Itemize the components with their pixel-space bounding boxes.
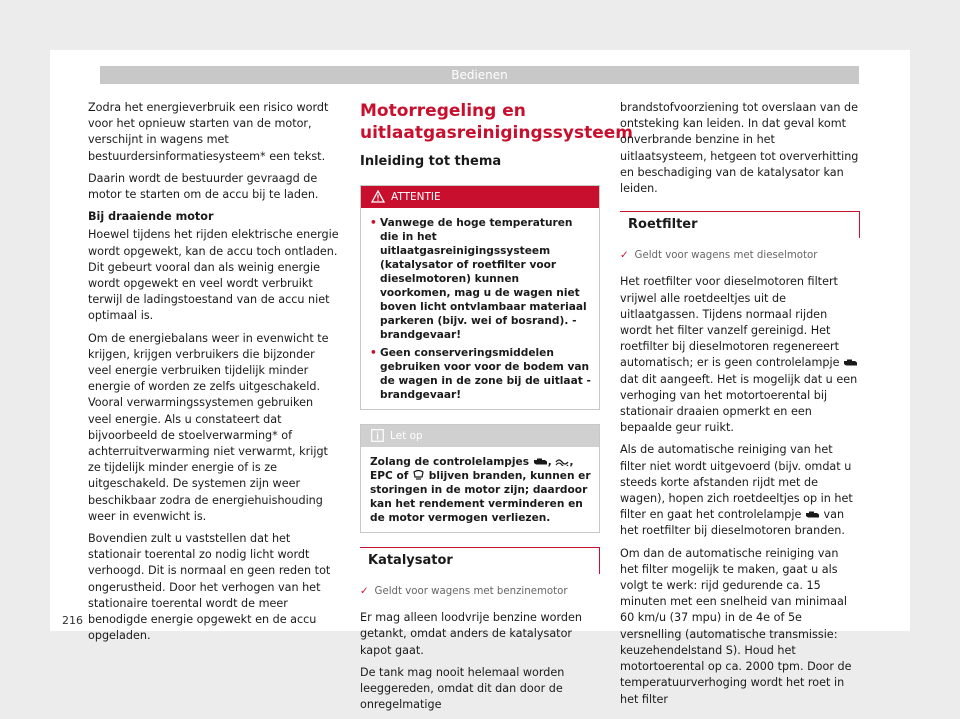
note-box: [360, 424, 600, 533]
warning-header: [361, 186, 599, 208]
column-right: [620, 100, 860, 714]
paragraph: Zodra het energieverbruik een risico wordt voor het opnieuw starten van de motor, verschijnt in wagens met bestuurdersinformatiesysteem* een tekst.: [88, 101, 329, 163]
diesel-filter-icon: [843, 358, 858, 367]
warning-triangle-icon: [371, 190, 385, 203]
paragraph: Om de energiebalans weer in evenwicht te krijgen, krijgen verbruikers die bijzonder veel energie verbruiken tijdelijk minder energie of worden ze zelfs uitgeschakeld. Vooral verwarmingssystemen gebruiken veel energie. Als u constateert dat bijvoorbeeld de stoelverwarming* of achterruitverwarming niet verwarmt, krijgt ze tijdelijk minder energie of is ze uitgeschakeld. De systemen zijn weer beschikbaar zodra de energiehuishouding weer in evenwicht is.: [88, 331, 329, 523]
paragraph: brandstofvoorziening tot overslaan van de ontsteking kan leiden. In dat geval komt onverbrande benzine in het uitlaatsysteem, hetgeen tot oververhitting en beschadiging van de katalysator kan leiden.: [620, 101, 859, 196]
page-number: 216: [62, 614, 83, 627]
warning-body: [361, 208, 599, 409]
applies-note: ✓ Geldt voor wagens met benzinemotor: [360, 586, 568, 597]
glow-plug-icon: [412, 470, 425, 480]
warning-item: • Geen conserveringsmiddelen gebruiken voor voor de bodem van de wagen in de zone bij de uitlaat - brandgevaar!: [370, 346, 591, 402]
exhaust-warning-icon: [555, 457, 569, 466]
warning-box: [360, 185, 600, 410]
check-icon: ✓: [620, 250, 629, 262]
note-header: [361, 425, 599, 447]
diesel-filter-icon: [805, 510, 820, 519]
note-text: blijven branden, kunnen er storingen in de motor zijn; daardoor kan het rendement verminderen en de motor vermogen verliezen.: [370, 470, 591, 524]
paragraph: Het roetfilter voor dieselmotoren filtert vrijwel alle roetdeeltjes uit de uitlaatgassen. Tijdens normaal rijden wordt het filter vanzelf gereinigd. Het roetfilter bij dieselmotoren regenereert automatisch; er is geen controlelampje dat dit aangeeft. Het is mogelijk dat u een verhoging van het motortoerental bij stationair draaien opmerkt en een bepaalde geur ruikt.: [620, 275, 858, 435]
note-text: Zolang de controlelampjes: [370, 456, 530, 468]
page-header: Bedienen: [100, 66, 859, 84]
engine-warning-icon: [533, 457, 548, 466]
applies-note: ✓ Geldt voor wagens met dieselmotor: [620, 250, 818, 262]
column-middle: [360, 100, 633, 719]
paragraph: Daarin wordt de bestuurder gevraagd de motor te starten om de accu bij te laden.: [88, 171, 319, 202]
section-header-katalysator: Katalysator: [360, 547, 600, 574]
subheading: Bij draaiende motor: [88, 210, 214, 224]
info-icon: [371, 429, 384, 442]
epc-icon: EPC: [370, 470, 393, 482]
paragraph: De tank mag nooit helemaal worden leeggereden, omdat dit dan door de onregelmatige: [360, 665, 565, 712]
warning-item: • Vanwege de hoge temperaturen die in het uitlaatgasreinigingssysteem (katalysator of roetfilter voor dieselmotoren) kunnen voorkomen, mag u de wagen niet boven licht ontvlambaar materiaal parkeren (bijv. wei of bosrand). - brandgevaar!: [370, 216, 591, 342]
warning-label: ATTENTIE: [391, 191, 441, 203]
section-subtitle: Inleiding tot thema: [360, 154, 502, 169]
paragraph: Er mag alleen loodvrije benzine worden getankt, omdat anders de katalysator kapot gaat.: [360, 611, 582, 657]
section-title: Motorregeling en uitlaatgasreinigingssysteem: [360, 101, 633, 143]
paragraph: Hoewel tijdens het rijden elektrische energie wordt opgewekt, kan de accu toch ontladen. Dit gebeurt vooral dan als weinig energie wordt opgewekt en veel wordt verbruikt terwijl de ladingstoestand van de accu niet optimaal is.: [88, 228, 339, 323]
paragraph: Bovendien zult u vaststellen dat het stationair toerental zo nodig licht wordt verhoogd. Dit is normaal en geen reden tot ongerustheid. Door het verhogen van het stationaire toerental wordt de meer benodigde energie opgewekt en de accu opgeladen.: [88, 532, 331, 643]
section-header-roetfilter: Roetfilter: [620, 211, 860, 238]
check-icon: ✓: [360, 586, 369, 597]
note-body: Zolang de controlelampjes , , EPC of blijven branden, kunnen er storingen in de motor zijn; daardoor kan het rendement verminderen en de motor vermogen verliezen.: [370, 456, 591, 524]
paragraph: Als de automatische reiniging van het filter niet wordt uitgevoerd (bijv. omdat u steeds korte afstanden rijdt met de wagen), hopen zich roetdeeltjes op in het filter en gaat het controlelampje van het roetfilter bij dieselmotoren branden.: [620, 443, 853, 538]
paragraph: Om dan de automatische reiniging van het filter mogelijk te maken, gaat u als volgt te werk: rijd gedurende ca. 15 minuten met een snelheid van minimaal 60 km/u (37 mpu) in de 4e of 5e versnelling (automatische transmissie: keuzehendelstand S). Houd het motortoerental op ca. 2000 tpm. Door de temperatuurverhoging wordt het roet in het filter: [620, 546, 852, 706]
note-label: Let op: [390, 430, 423, 442]
column-left: [88, 100, 340, 651]
